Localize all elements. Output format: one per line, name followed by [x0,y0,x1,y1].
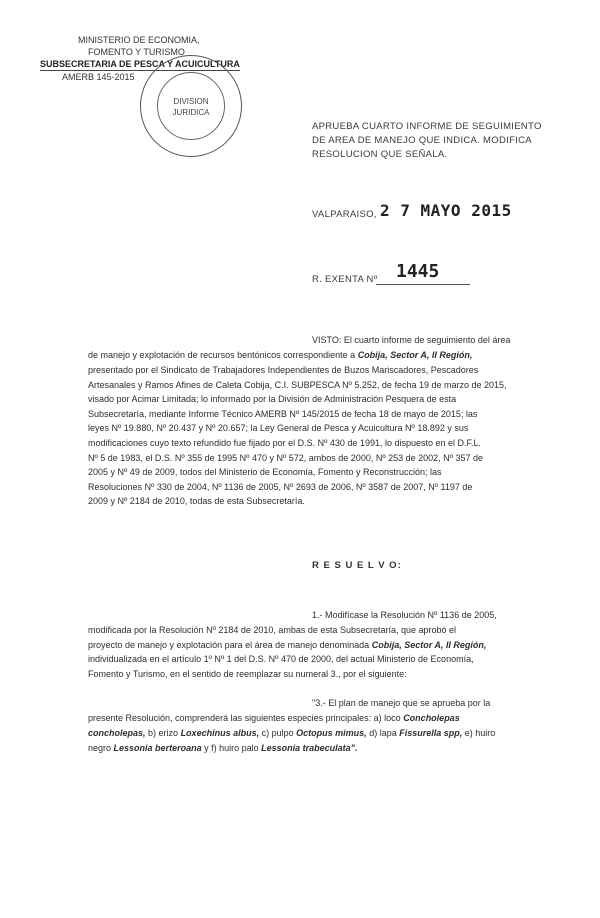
visto-line-2: de manejo y explotación de recursos bentónicos correspondiente a Cobija, Sector A, II Región, [88,350,473,360]
stamp-text-juridica: JURIDICA [172,108,210,117]
area-name-bold: Cobija, Sector A, II Región, [357,350,473,360]
subsecretaria-line: SUBSECRETARIA DE PESCA Y ACUICULTURA [40,59,240,69]
visto-body: presentado por el Sindicato de Trabajadores Independientes de Buzos Mariscadores, Pescadores Artesanales y Ramos Afines de Caleta Cobija, C.I. SUBPESCA Nº 5.252, de fecha 19 de marzo de 2015, visado por Acimar Limitada; lo informado por la División de Administración Pesquera de esta Subsecretaría, mediante Informe Técnico AMERB Nº 145/2015 de fecha 18 de mayo de 2015; las leyes Nº 19.880, Nº 20.437 y Nº 20.657; la Ley General de Pesca y Acuicultura Nº 18.892 y sus modificaciones cuyo texto refundido fue fijado por el D.S. Nº 430 de 1991, lo dispuesto en el D.F.L. Nº 5 de 1983, el D.S. Nº 355 de 1995 Nº 470 y Nº 572, ambos de 2000, Nº 253 de 2002, Nº 357 de 2005 y Nº 49 de 2009, todos del Ministerio de Economía, Fomento y Reconstrucción; las Resoluciones Nº 330 de 2004, Nº 1136 de 2005, Nº 2693 de 2006, Nº 3587 de 2007, Nº 1197 de 2009 y Nº 2184 de 2010, todas de esta Subsecretaría. [88,365,507,507]
numeral-3-line-4: negro Lessonia berteroana y f) huiro palo Lessonia trabeculata". [88,743,358,753]
date-place: VALPARAISO, [312,209,377,220]
visto-line-1: VISTO: El cuarto informe de seguimiento del área [312,335,511,345]
resolution-label: R. EXENTA Nº [312,274,378,285]
species-lessonia-trabeculata: Lessonia trabeculata". [261,743,358,753]
numeral-3-line-3: concholepas, b) erizo Loxechinus albus, c) pulpo Octopus mimus, d) lapa Fissurella spp, e) huiro [88,728,496,738]
species-octopus: Octopus mimus, [296,728,367,738]
resolution-number-underline [376,284,470,285]
ministry-line-1: MINISTERIO DE ECONOMIA, [78,35,200,45]
stamp-text-division: DIVISION [173,97,209,106]
numeral-3-line-2: presente Resolución, comprenderá las siguientes especies principales: a) loco Concholepas [88,713,460,723]
resuelvo-p1-body: modificada por la Resolución Nº 2184 de 2010, ambas de esta Subsecretaría, que aprobó el proyecto de manejo y explotación para el área de manejo denominada Cobija, Sector A, II Región, individualizada en el artículo 1º Nº 1 del D.S. Nº 470 de 2000, del actual Ministerio de Economía, Fomento y Turismo, en el sentido de reemplazar su numeral 3., por el siguiente: [88,625,487,679]
numeral-3-line-1: "3.- El plan de manejo que se aprueba por la [312,698,491,708]
date-stamp: 2 7 MAYO 2015 [380,201,512,220]
species-lessonia-berteroana: Lessonia berteroana [113,743,202,753]
division-juridica-stamp [140,55,242,157]
subject-line-3: RESOLUCION QUE SEÑALA. [312,149,448,160]
species-concholepas: Concholepas [403,713,460,723]
subject-line-1: APRUEBA CUARTO INFORME DE SEGUIMIENTO [312,121,542,132]
resuelvo-heading: R E S U E L V O: [312,560,402,571]
resuelvo-p1-line-1: 1.- Modifícase la Resolución Nº 1136 de 2005, [312,610,497,620]
species-loxechinus: Loxechinus albus, [180,728,260,738]
resolution-number: 1445 [396,261,440,282]
species-fissurella: Fissurella spp, [399,728,463,738]
amerb-reference: AMERB 145-2015 [62,72,135,82]
subject-line-2: DE AREA DE MANEJO QUE INDICA. MODIFICA [312,135,532,146]
ministry-line-2: FOMENTO Y TURISMO [88,47,185,57]
area-name-bold-2: Cobija, Sector A, II Región, [371,639,487,650]
